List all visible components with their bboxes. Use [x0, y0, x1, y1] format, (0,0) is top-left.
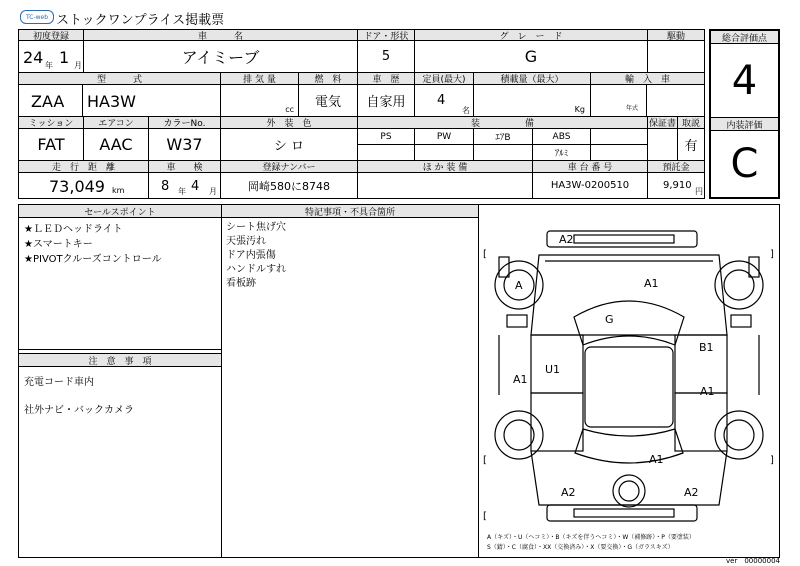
insp-year: 8 — [161, 179, 170, 194]
mission-label: ミッション — [18, 116, 84, 129]
mark-rear-right: A2 — [684, 486, 699, 499]
interior-rating: C — [730, 140, 759, 187]
model-prefix: ZAA — [31, 92, 65, 111]
fuel-value: 電気 — [298, 84, 358, 117]
logo-text: TC-web — [25, 13, 49, 21]
reg-year: 24 — [23, 48, 44, 67]
remark-1: シート焦げ穴 — [226, 222, 286, 233]
mileage-value — [18, 172, 149, 199]
equip-ps: PS — [357, 128, 415, 145]
manual-label: 取説 — [677, 116, 705, 129]
caution-box — [18, 366, 222, 558]
yen-unit: 円 — [695, 187, 703, 196]
drive-value — [647, 40, 705, 73]
deposit-label: 預託金 — [647, 160, 705, 173]
chassis-value: HA3W-0200510 — [532, 172, 648, 199]
mark-left-panel: A1 — [513, 373, 528, 386]
door-shape-label: ドア・形状 — [357, 29, 415, 41]
car-name-value: アイミーブ — [83, 40, 358, 73]
equip-abs: ABS — [532, 128, 591, 145]
deposit-value — [647, 172, 705, 199]
grade-label: グ レ ー ド — [414, 29, 648, 41]
equip-blank-1 — [590, 128, 648, 145]
inspection-value — [148, 172, 221, 199]
rear-left-wheel — [495, 411, 543, 459]
bracket-open-3: [ — [483, 511, 487, 522]
doors-value: 5 — [357, 40, 415, 73]
cc-unit: cc — [285, 105, 294, 114]
capacity-label: 定員(最大) — [414, 72, 474, 85]
caution-3: 社外ナビ・バックカメラ — [24, 405, 134, 416]
import-label: 輸 入 車 — [590, 72, 705, 85]
sales-point-2: ★スマートキー — [24, 239, 93, 250]
car-damage-diagram — [479, 205, 779, 557]
roof — [585, 347, 673, 427]
overall-label: 総合評価点 — [711, 31, 778, 44]
load-label: 積載量（最大） — [473, 72, 591, 85]
equip-row2-2 — [414, 144, 474, 161]
color-no-label: カラーNo. — [148, 116, 221, 129]
equip-airbag: ｴｱB — [473, 128, 533, 145]
interior-label: 内装評価 — [711, 117, 778, 131]
remark-5: 看板跡 — [226, 278, 256, 289]
bracket-open-2: [ — [483, 455, 487, 466]
chassis-label: 車 台 番 号 — [532, 160, 648, 173]
km-unit: km — [112, 186, 125, 195]
mark-roof-glass: G — [605, 313, 614, 326]
warranty-label: 保証書 — [647, 116, 678, 129]
car-name-label: 車 名 — [83, 29, 358, 41]
history-value: 自家用 — [357, 84, 415, 117]
insp-month-unit: 月 — [209, 187, 217, 196]
equip-blank-2 — [590, 144, 648, 161]
rear-right-wheel — [715, 411, 763, 459]
remark-2: 天張汚れ — [226, 236, 266, 247]
kg-unit: Kg — [574, 105, 585, 114]
mark-right-rear-door: A1 — [700, 385, 715, 398]
legend-line-1: A（キズ）・U（ヘコミ）・B（キズを伴うヘコミ）・W（補修跡）・P（要塗装） — [487, 534, 695, 541]
insp-month: 4 — [191, 179, 200, 194]
displacement-label: 排 気 量 — [220, 72, 299, 85]
fuel-label: 燃 料 — [298, 72, 358, 85]
remarks-label: 特記事項・不具合箇所 — [221, 204, 479, 218]
color-no-value: W37 — [148, 128, 221, 161]
mark-right-fender: A1 — [644, 277, 659, 290]
import-value — [590, 84, 705, 117]
model-type-label: 型 式 — [18, 72, 221, 85]
legend-line-2: S（錆）・C（腐食）・XX（交換済み）・X（要交換）・G（ガラスキズ） — [487, 544, 674, 551]
overall-rating: 4 — [731, 57, 758, 104]
mark-left-door: U1 — [545, 363, 561, 376]
equipment-label: 装 備 — [357, 116, 648, 129]
drive-label: 駆動 — [647, 29, 705, 41]
model-year-unit: 年式 — [626, 105, 639, 112]
mission-value: FAT — [18, 128, 84, 161]
equip-alloy: ｱﾙﾐ — [532, 144, 591, 161]
other-equip-label: ほ か 装 備 — [357, 160, 533, 173]
history-label: 車 歴 — [357, 72, 415, 85]
mileage-label: 走 行 距 離 — [18, 160, 149, 173]
reg-month: 1 — [59, 48, 70, 67]
displacement-value — [220, 84, 299, 117]
mark-rear-panel: A1 — [649, 453, 664, 466]
mileage-number: 73,049 — [49, 177, 105, 196]
caution-label: 注 意 事 項 — [18, 353, 222, 367]
remark-4: ハンドルすれ — [226, 264, 286, 275]
hood-outline — [531, 255, 727, 335]
plate-label: 登録ナンバー — [220, 160, 358, 173]
warranty-value — [647, 128, 678, 161]
first-reg-value — [18, 40, 84, 73]
mark-right-door: B1 — [699, 341, 714, 354]
spare-wheel — [613, 475, 645, 507]
aircon-label: エアコン — [83, 116, 149, 129]
manual-value: 有 — [677, 128, 705, 161]
capacity-value — [414, 84, 474, 117]
mark-front-left-wheel: A — [515, 279, 523, 292]
other-equip-value — [357, 172, 533, 199]
caution-1: 充電コード車内 — [24, 377, 94, 388]
sales-points-box — [18, 217, 222, 350]
rating-panel — [709, 29, 780, 199]
equip-row2-3 — [473, 144, 533, 161]
sales-point-1: ★ＬＥＤヘッドライト — [24, 224, 123, 235]
insp-year-unit: 年 — [178, 187, 186, 196]
windshield — [574, 301, 684, 345]
plate-value: 岡崎580に8748 — [220, 172, 358, 199]
model-type-value — [18, 84, 221, 117]
page-title: ストックワンプライス掲載票 — [56, 13, 225, 28]
version-text: ver 00000004 — [726, 557, 780, 565]
bracket-close-2: ] — [770, 455, 774, 466]
ext-color-value: シ ロ — [220, 128, 358, 161]
person-unit: 名 — [462, 106, 470, 115]
ext-color-label: 外 装 色 — [220, 116, 358, 129]
deposit-number: 9,910 — [663, 180, 692, 191]
month-unit: 月 — [74, 61, 82, 70]
remarks-box — [221, 217, 479, 558]
load-value — [473, 84, 591, 117]
aircon-value: AAC — [83, 128, 149, 161]
mark-rear-left: A2 — [561, 486, 576, 499]
capacity-number: 4 — [437, 93, 446, 108]
grade-value: G — [414, 40, 648, 73]
rear-window — [575, 429, 683, 463]
equip-pw: PW — [414, 128, 474, 145]
mark-front-bumper: A2 — [559, 233, 574, 246]
logo — [20, 10, 54, 24]
model-code: HA3W — [87, 92, 136, 111]
equip-row2-1 — [357, 144, 415, 161]
inspection-label: 車 検 — [148, 160, 221, 173]
bracket-close-1: ] — [770, 249, 774, 260]
year-unit: 年 — [45, 61, 53, 70]
sales-points-label: セールスポイント — [18, 204, 222, 218]
bracket-open-1: [ — [483, 249, 487, 260]
sales-point-3: ★PIVOTクルーズコントロール — [24, 254, 162, 265]
remark-3: ドア内張傷 — [226, 250, 276, 261]
first-reg-label: 初度登録 — [18, 29, 84, 41]
